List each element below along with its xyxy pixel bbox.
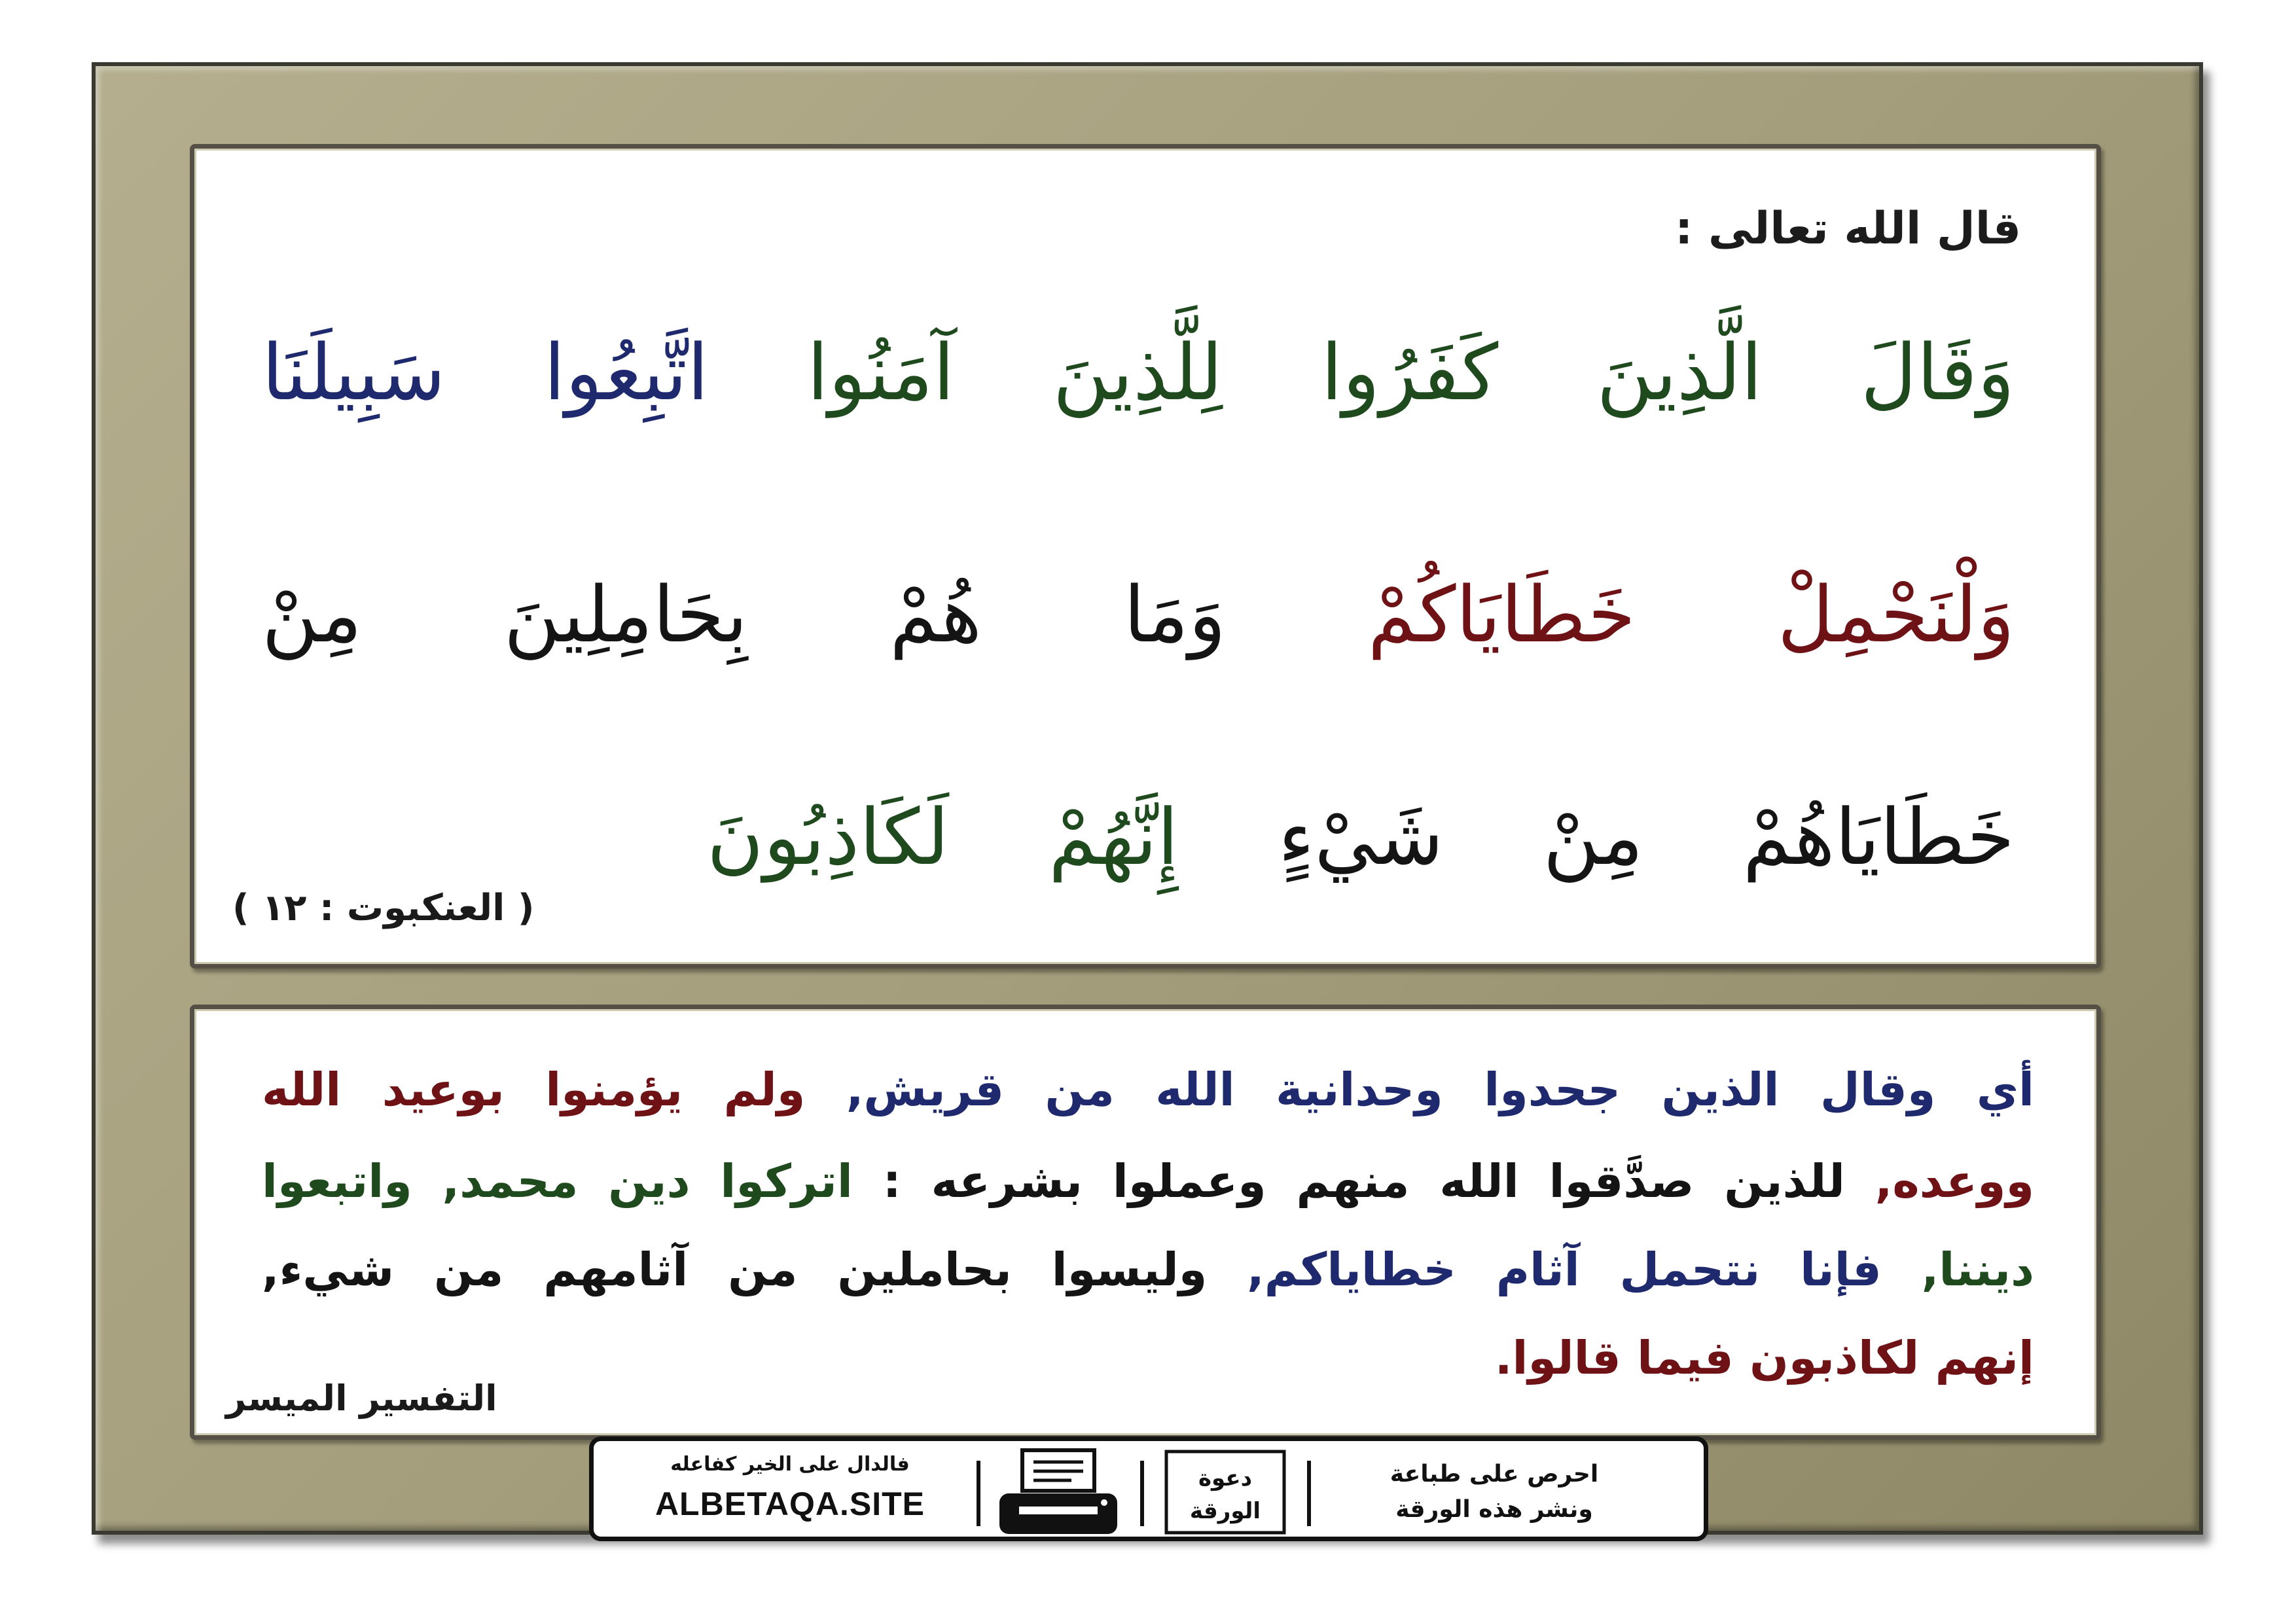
tafsir-segment: وليسوا بحاملين من آثامهم من شيء, (262, 1243, 1208, 1296)
verse-line-3 (707, 792, 2015, 882)
tafsir-source: التفسير الميسر (226, 1378, 497, 1419)
footer-site-block (620, 1453, 960, 1523)
tafsir-segment: أي وقال الذين جحدوا وحدانية الله من قريش, (846, 1063, 2034, 1116)
site-link[interactable]: ALBETAQA.SITE (655, 1486, 925, 1522)
verse-segment: اتَّبِعُوا سَبِيلَنَا (262, 327, 709, 418)
footer-divider (1140, 1461, 1144, 1526)
tafsir-segment: ووعده, (1874, 1154, 2034, 1208)
footer-divider (977, 1461, 980, 1526)
printer-icon (993, 1446, 1124, 1538)
tafsir-segment: إنهم لكاذبون فيما قالوا. (1494, 1331, 2034, 1385)
footer-tagline: فالدال على الخير كفاعله (670, 1453, 910, 1476)
tafsir-line-4 (1494, 1331, 2034, 1385)
tafsir-segment: للذين صدَّقوا الله منهم وعملوا بشرعه : (882, 1154, 1845, 1208)
verse-line-2 (262, 569, 2015, 660)
logo-text: دعوة (1198, 1465, 1253, 1491)
verse-reference: ( العنكبوت : ١٢ ) (232, 887, 535, 929)
verse-intro: قال الله تعالى : (1675, 203, 2021, 255)
footer-bar (589, 1436, 1708, 1541)
tafsir-line-1 (262, 1063, 2034, 1116)
logo-text: الورقة (1189, 1498, 1261, 1524)
footer-divider (1307, 1461, 1311, 1526)
verse-segment: إِنَّهُمْ لَكَاذِبُونَ (707, 792, 1179, 882)
tafsir-line-2 (262, 1154, 2034, 1208)
footer-note-line: احرص على طباعة (1390, 1461, 1599, 1488)
footer-note (1324, 1457, 1664, 1527)
tafsir-segment: ديننا, (1921, 1243, 2034, 1296)
verse-segment: وَقَالَ الَّذِينَ كَفَرُوا لِلَّذِينَ آمَنُوا (807, 327, 2015, 418)
tafsir-segment: اتركوا دين محمد, واتبعوا (262, 1154, 853, 1208)
verse-segment: وَمَا هُمْ بِحَامِلِينَ مِنْ (262, 569, 1226, 660)
logo (1160, 1446, 1291, 1538)
verse-segment: خَطَايَاهُمْ مِنْ شَيْءٍ (1278, 792, 2015, 882)
tafsir-segment: فإنا نتحمل آثام خطاياكم, (1247, 1243, 1882, 1296)
verse-line-1 (262, 327, 2015, 418)
tafsir-line-3 (262, 1243, 2034, 1296)
tafsir-segment: ولم يؤمنوا بوعيد الله (262, 1063, 806, 1116)
footer-note-line: ونشر هذه الورقة (1395, 1496, 1593, 1523)
verse-segment: وَلْنَحْمِلْ خَطَايَاكُمْ (1367, 569, 2015, 660)
